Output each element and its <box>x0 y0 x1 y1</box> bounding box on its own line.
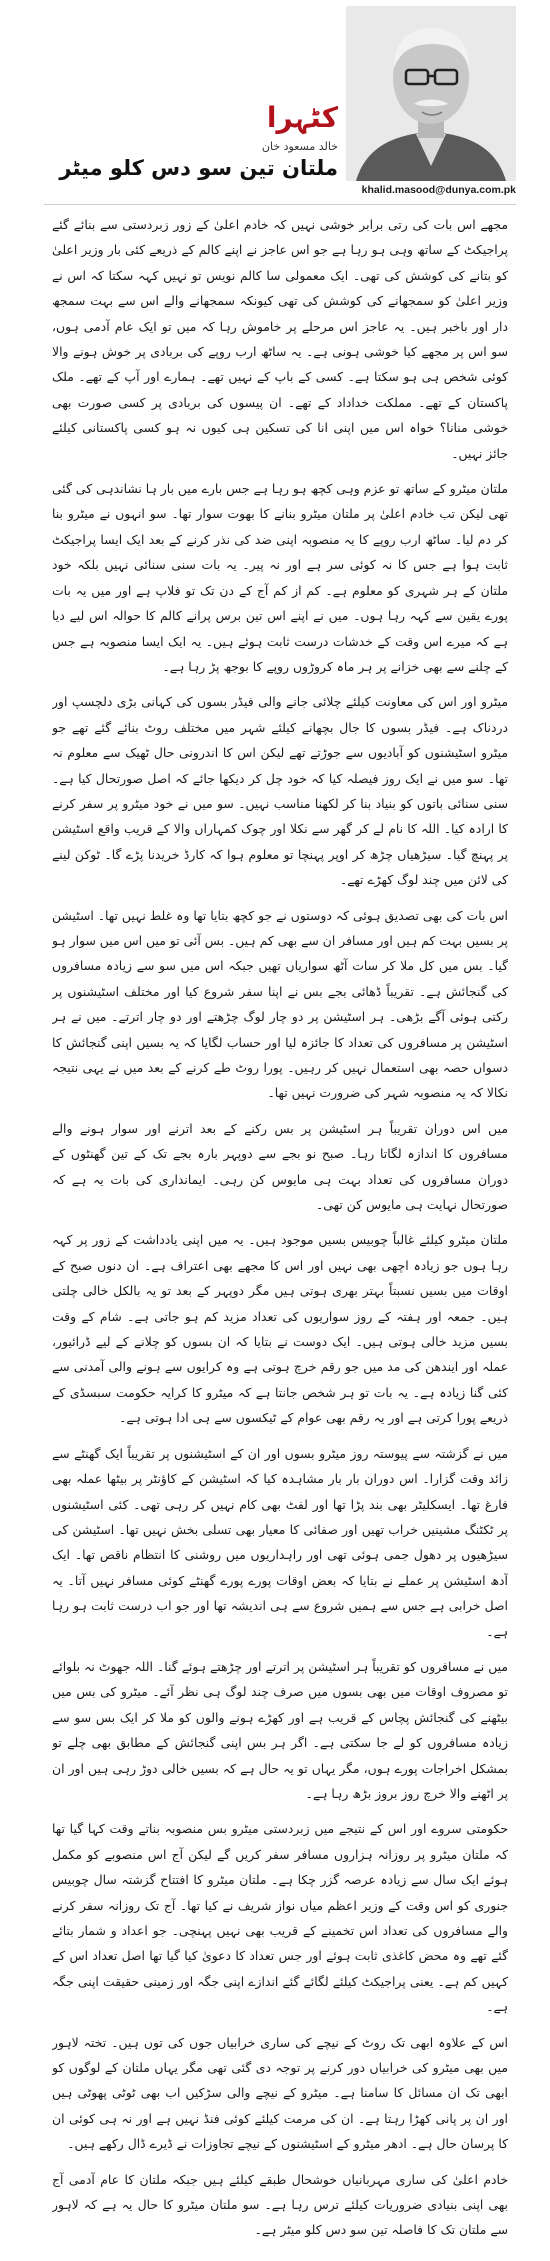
column-name: کٹہرا <box>266 101 338 134</box>
author-email: khalid.masood@dunya.com.pk <box>361 184 516 196</box>
paragraph: اس کے علاوہ ابھی تک روٹ کے نیچے کی ساری خرابیاں جوں کی توں ہیں۔ تختہ لاہور میں بھی میٹرو کی خرابیاں دور کرنے پر توجہ دی گئی تھی مگر یہاں ملتان کے لوگوں کو ابھی تک ان مسائل کا سامنا ہے۔ میٹرو کے نیچے والی سڑکیں اب بھی ٹوٹی پھوٹی ہیں اور ان پر پانی کھڑا رہتا ہے۔ ان کی مرمت کیلئے کوئی فنڈ نہیں ہے اور نہ ہی کوئی ان کا پرسان حال ہے۔ ادھر میٹرو کے اسٹیشنوں کے نیچے تجاوزات نے ڈیرے ڈال رکھے ہیں۔ <box>52 2034 508 2152</box>
column-header <box>44 6 516 196</box>
author-name: خالد مسعود خان <box>261 140 338 153</box>
author-portrait <box>346 6 516 181</box>
article-body <box>52 212 508 2252</box>
paragraph: میں نے مسافروں کو تقریباً ہر اسٹیشن پر اترتے اور چڑھتے ہوئے گنا۔ اللہ جھوٹ نہ بلوائے تو مصروف اوقات میں بھی بسوں میں صرف چند لوگ ہی نظر آئے۔ میٹرو کی بس میں بیٹھنے کی گنجائش پچاس کے قریب ہے اور کھڑے ہونے والوں کو ملا کر ایک بس سو سے زیادہ مسافروں کو لے جا سکتی ہے۔ اگر ہر بس اپنی گنجائش کے مطابق بھی چلے تو بمشکل اخراجات پورے ہوں، مگر یہاں تو یہ حال ہے کہ بسیں خالی دوڑ رہی ہیں اور ان پر اٹھنے والا خرچ روز بروز بڑھ رہا ہے۔ <box>52 1658 508 1801</box>
paragraph: میں اس دوران تقریباً ہر اسٹیشن پر بس رکنے کے بعد اترنے اور سوار ہونے والے مسافروں کا اندازہ لگاتا رہا۔ صبح نو بجے سے دوپہر بارہ بجے تک کے تین گھنٹوں کے دوران مسافروں کی تعداد بہت ہی مایوس کن رہی۔ ایمانداری کی بات یہ ہے کہ صورتحال نہایت ہی مایوس کن تھی۔ <box>52 1120 508 1213</box>
paragraph: خادم اعلیٰ کی ساری مہربانیاں خوشحال طبقے کیلئے ہیں جبکہ ملتان کا عام آدمی آج بھی اپنی بنیادی ضروریات کیلئے ترس رہا ہے۔ سو ملتان میٹرو کا حال یہ ہے کہ لاہور سے ملتان تک کا فاصلہ تین سو دس کلو میٹر ہے۔ <box>52 2171 508 2238</box>
paragraph: ملتان میٹرو کیلئے غالباً چوبیس بسیں موجود ہیں۔ یہ میں اپنی یادداشت کے زور پر کہہ رہا ہوں جو زیادہ اچھی بھی نہیں اور اس کا مجھے بھی اعتراف ہے۔ ان دنوں صبح کے اوقات میں بسیں نسبتاً بہتر بھری ہوتی ہیں مگر دوپہر کے بعد تو یہ بالکل خالی چلتی ہیں۔ جمعہ اور ہفتہ کے روز سواریوں کی تعداد مزید کم ہو جاتی ہے۔ شام کے وقت بسیں مزید خالی ہوتی ہیں۔ ایک دوست نے بتایا کہ ان بسوں کو چلانے کے لیے ڈرائیور، عملہ اور ایندھن کی مد میں جو رقم خرچ ہوتی ہے وہ کرایوں سے ہونے والی آمدنی سے کئی گنا زیادہ ہے۔ یہ بات تو ہر شخص جانتا ہے کہ میٹرو کا کرایہ حکومت سبسڈی کے ذریعے پورا کرتی ہے اور یہ رقم بھی عوام کے ٹیکسوں سے ہی ادا ہوتی ہے۔ <box>52 1232 508 1426</box>
paragraph: ملتان میٹرو کے ساتھ تو عزم وہی کچھ ہو رہا ہے جس بارے میں بار ہا نشاندہی کی گئی تھی لیکن تب خادم اعلیٰ پر ملتان میٹرو بنانے کا بھوت سوار تھا۔ سو انہوں نے میٹرو بنا کر دم لیا۔ ساٹھ ارب روپے کا یہ منصوبہ اپنی ضد کی نذر کرنے کے بعد ایک ایسا پراجیکٹ ثابت ہوا ہے جس کا نہ کوئی سر ہے اور نہ پیر۔ یہ بات سنی سنائی نہیں بلکہ خود ملتان کے ہر شہری کو معلوم ہے۔ کم از کم آج کے دن تک تو فلاپ ہے اور میں یہ بات پورے یقین سے کہہ رہا ہوں۔ میں نے اپنے اس تین برس پرانے کالم کا حوالہ اس لیے دیا ہے کہ میرے اس وقت کے خدشات درست ثابت ہوئے ہیں۔ یہ ایک ایسا منصوبہ ہے جس کے چلنے سے بھی خزانے پر ہر ماہ کروڑوں روپے کا بوجھ پڑ رہا ہے۔ <box>52 481 508 674</box>
paragraph: مجھے اس بات کی رتی برابر خوشی نہیں کہ خادم اعلیٰ کے زور زبردستی سے بنائے گئے پراجیکٹ کے ساتھ وہی ہو رہا ہے جو اس عاجز نے اپنے کالم کے ذریعے کئی بار وزیر اعلیٰ کو بتانے کی کوشش کی تھی۔ ایک معمولی سا کالم نویس تو نہیں کہہ سکتا کہ اس نے وزیر اعلیٰ کو سمجھانے کی کوشش کی تھی کیونکہ سمجھانے والے اس سے بہت سمجھ دار اور باخبر ہیں۔ یہ عاجز اس مرحلے پر خاموش رہا کہ میں تو ایک عام آدمی ہوں، سو اس پر مجھے کیا خوشی ہونی ہے۔ یہ ساٹھ ارب روپے کی بربادی پر خوش ہونے والا کوئی شخص ہی ہو سکتا ہے۔ کسی کے باپ کے نہیں تھے۔ ہمارے اور آپ کے تھے۔ ملک پاکستان کے تھے۔ مملکت خداداد کے تھے۔ ان پیسوں کی بربادی پر کسی صورت بھی خوشی منانا؟ خواہ اس میں اپنی انا کی تسکین ہی کیوں نہ ہو کسی پاکستانی کیلئے جائز نہیں۔ <box>52 217 508 461</box>
header-divider <box>44 204 516 205</box>
paragraph: میٹرو اور اس کی معاونت کیلئے چلائی جانے والی فیڈر بسوں کی کہانی بڑی دلچسپ اور دردناک ہے۔ فیڈر بسوں کا جال بچھانے کیلئے شہر میں مختلف روٹ بنائے گئے تھے جو میٹرو اسٹیشنوں کو آبادیوں سے جوڑتے تھے لیکن اس کا اندرونی حال ٹھیک سے معلوم نہ تھا۔ سو میں نے ایک روز فیصلہ کیا کہ خود چل کر دیکھا جائے کہ اصل صورتحال کیا ہے۔ سنی سنائی باتوں کو بنیاد بنا کر لکھنا مناسب نہیں۔ سو میں نے خود میٹرو پر سفر کرنے کا ارادہ کیا۔ اللہ کا نام لے کر گھر سے نکلا اور چوک کمہاراں والا کے قریب واقع اسٹیشن پر پہنچ گیا۔ سیڑھیاں چڑھ کر اوپر پہنچا تو معلوم ہوا کہ کارڈ خریدنا پڑے گا۔ ٹوکن لینے کی لائن میں چند لوگ کھڑے تھے۔ <box>52 694 508 888</box>
article-headline: ملتان تین سو دس کلو میٹر <box>59 156 338 180</box>
paragraph: حکومتی سروے اور اس کے نتیجے میں زبردستی میٹرو بس منصوبہ بناتے وقت کہا گیا تھا کہ ملتان میٹرو پر روزانہ ہزاروں مسافر سفر کریں گے لیکن آج اس منصوبے کو مکمل ہوئے ایک سال سے زیادہ عرصہ گزر چکا ہے۔ ملتان میٹرو کا افتتاح گزشتہ سال چوبیس جنوری کو اس وقت کے وزیر اعظم میاں نواز شریف نے کیا تھا۔ آج تک روزانہ سفر کرنے والے مسافروں کی تعداد اس تخمینے کے قریب بھی نہیں پہنچی۔ جو اعداد و شمار بتائے گئے تھے وہ محض کاغذی ثابت ہوئے اور جس تعداد کا دعویٰ کیا گیا تھا اصل تعداد اس کے کہیں کم ہے۔ یعنی پراجیکٹ کیلئے لگائے گئے اندازے اپنی جگہ اور زمینی حقیقت اپنی جگہ ہے۔ <box>52 1821 508 2015</box>
paragraph: اس بات کی بھی تصدیق ہوئی کہ دوستوں نے جو کچھ بتایا تھا وہ غلط نہیں تھا۔ اسٹیشن پر بسیں بہت کم ہیں اور مسافر ان سے بھی کم ہیں۔ بس آئی تو میں اس میں سوار ہو گیا۔ بس میں کل ملا کر سات آٹھ سواریاں تھیں جبکہ اس میں سو سے زیادہ مسافروں کی گنجائش ہے۔ تقریباً ڈھائی بجے بس نے اپنا سفر شروع کیا اور مختلف اسٹیشنوں پر رکتی ہوئی آگے بڑھی۔ ہر اسٹیشن پر دو چار لوگ چڑھتے اور دو چار اترتے۔ میں نے ہر اسٹیشن پر مسافروں کی تعداد کا جائزہ لیا اور حساب لگایا کہ یہ بسیں اپنی گنجائش کا دسواں حصہ بھی استعمال نہیں کر رہیں۔ پورا روٹ طے کرنے کے بعد میں نے یہی نتیجہ نکالا کہ یہ منصوبہ شہر کی ضرورت نہیں تھا۔ <box>52 907 508 1101</box>
paragraph: میں نے گزشتہ سے پیوستہ روز میٹرو بسوں اور ان کے اسٹیشنوں پر تقریباً ایک گھنٹے سے زائد وقت گزارا۔ اس دوران بار بار مشاہدہ کیا کہ اسٹیشن کے کاؤنٹر پر بیٹھا عملہ بھی فارغ تھا۔ ایسکلیٹر بھی بند پڑا تھا اور لفٹ بھی کام نہیں کر رہی تھی۔ کئی اسٹیشنوں پر ٹکٹنگ مشینیں خراب تھیں اور صفائی کا معیار بھی تسلی بخش نہیں تھا۔ اسٹیشن کی سیڑھیوں پر دھول جمی ہوئی تھی اور راہداریوں میں روشنی کا انتظام ناقص تھا۔ ایک آدھ اسٹیشن پر عملے نے بتایا کہ بعض اوقات پورے پورے گھنٹے کوئی مسافر نہیں آتا۔ یہ اصل خرابی ہے جس سے ہمیں شروع سے ہی اندیشہ تھا اور جو اب درست ثابت ہو رہا ہے۔ <box>52 1445 508 1639</box>
